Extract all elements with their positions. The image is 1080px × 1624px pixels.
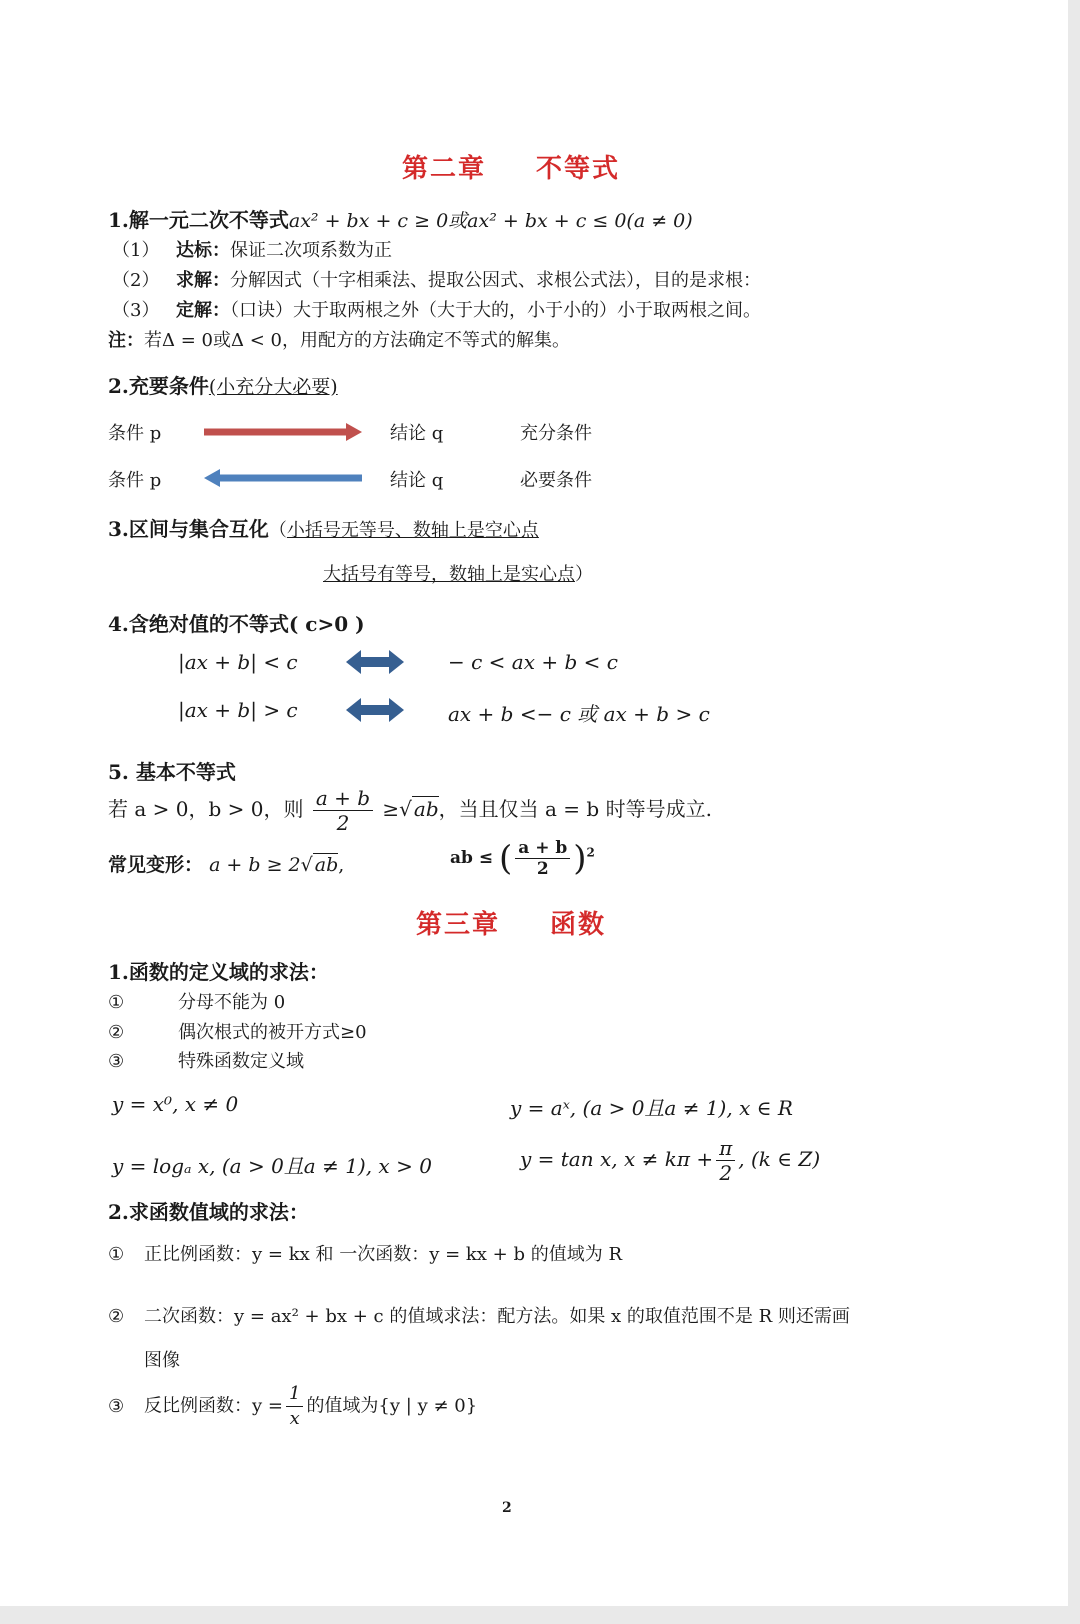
reciprocal-num: 1 — [286, 1382, 303, 1407]
double-arrow-icon — [346, 648, 404, 676]
s2-row2-condition: 条件 p — [108, 470, 162, 491]
c3s2-item-2-cont: 图像 — [144, 1350, 180, 1371]
s5-radicand: ab — [413, 797, 439, 821]
s1-item-1 — [112, 236, 392, 262]
c3s2-item-3-num: ③ — [108, 1395, 125, 1417]
s5-frac-den: 2 — [336, 811, 350, 835]
s5-title: 5. 基本不等式 — [108, 760, 236, 784]
c3s2-item-3-left: 反比例函数：y = — [144, 1395, 283, 1417]
s5-var2-den: 2 — [536, 859, 549, 879]
c3s1-item-1 — [108, 988, 285, 1014]
tan-frac-den: 2 — [719, 1161, 733, 1185]
s5-var2-exponent: 2 — [586, 845, 595, 860]
s1-item-3-label: 定解： — [176, 300, 230, 321]
s1-item-3 — [112, 296, 761, 322]
s4-row1-right: − c < ax + b < c — [448, 650, 618, 674]
domain-formula-tan — [520, 1136, 820, 1185]
s3-line2-text: 大括号有等号，数轴上是实心点 — [323, 564, 575, 585]
s1-item-3-num: （3） — [112, 300, 160, 321]
double-arrow-icon — [346, 696, 404, 724]
c3s1-item-2-num: ② — [108, 1022, 125, 1043]
c3s2-item-1-text: 正比例函数：y = kx 和 一次函数：y = kx + b 的值域为 R — [144, 1244, 622, 1265]
c3s2-item-2-text: 二次函数：y = ax² + bx + c 的值域求法：配方法。如果 x 的取值范围不是 R 则还需画 — [144, 1306, 850, 1327]
c3s1-item-2 — [108, 1018, 367, 1044]
c3s1-item-3-text: 特殊函数定义域 — [178, 1051, 304, 1072]
s2-title — [108, 370, 338, 399]
s5-var2-num: a + b — [515, 838, 570, 859]
s2-row2-conclusion: 结论 q — [390, 470, 444, 491]
s4-row2-right: ax + b <− c 或 ax + b > c — [448, 702, 710, 726]
tan-fraction — [716, 1136, 735, 1185]
s4-row2-left: |ax + b| > c — [178, 698, 298, 722]
c3s1-item-3 — [108, 1047, 304, 1073]
domain-formula-exponential: y = aˣ, (a > 0且a ≠ 1), x ∈ R — [510, 1096, 793, 1120]
c3s2-item-1-num: ① — [108, 1244, 125, 1265]
s3-open-paren: （ — [268, 520, 287, 541]
s5-var2-fraction — [515, 838, 570, 879]
s5-basic-inequality: 若 a > 0，b > 0，则 $\frac{a + b}{2}$ ≥√ ab，当且仅当 a = b 时等号成立. — [108, 786, 712, 835]
c3s2-item-3 — [108, 1382, 477, 1431]
s1-note-label: 注： — [108, 330, 144, 351]
c3s1-item-1-num: ① — [108, 992, 125, 1013]
s5-var1-comma: , — [338, 854, 345, 876]
s1-title-text: 1.解一元二次不等式 — [108, 208, 289, 232]
s5-fraction — [313, 786, 373, 835]
tan-right: , (k ∈ Z) — [738, 1147, 821, 1171]
chapter2-title-number: 第二章 — [402, 154, 487, 184]
c3s2-item-3-right: 的值域为{y | y ≠ 0} — [306, 1395, 478, 1417]
s1-formula: ax² + bx + c ≥ 0或ax² + bx + c ≤ 0(a ≠ 0) — [288, 210, 693, 232]
s1-item-1-text: 保证二次项系数为正 — [230, 240, 392, 261]
s3-title-text: 3.区间与集合互化 — [108, 517, 269, 541]
s3-line1: 小括号无等号、数轴上是空心点 — [286, 520, 539, 541]
s1-item-1-label: 达标： — [176, 240, 230, 261]
c3s1-title: 1.函数的定义域的求法： — [108, 960, 329, 984]
s5-var1-radicand: ab — [314, 854, 339, 876]
s1-item-2-num: （2） — [112, 270, 160, 291]
s2-title-text: 2.充要条件 — [108, 374, 209, 398]
s5-var-label: 常见变形： — [108, 854, 204, 876]
s4-title: 4.含绝对值的不等式( c>0 ) — [108, 612, 365, 636]
s5-geq: ≥ — [382, 797, 400, 821]
s5-tail: ，当且仅当 a = b 时等号成立. — [438, 797, 712, 821]
s5-var2-left: ab ≤ — [450, 848, 494, 868]
s1-item-2 — [112, 266, 761, 292]
s1-title — [108, 204, 693, 233]
s5-var2: ab ≤ ( $\frac{a + b}{2}$ )$^2$ — [450, 838, 595, 879]
s1-note-text: 若Δ = 0或Δ < 0，用配方的方法确定不等式的解集。 — [144, 330, 570, 351]
s2-hint: (小充分大必要) — [208, 376, 338, 398]
s1-note — [108, 326, 570, 352]
tan-left: y = tan x, x ≠ kπ + — [520, 1147, 714, 1171]
s5-frac-num: a + b — [313, 786, 373, 811]
s5-variations: 常见变形： a + b ≥ 2√ ab, — [108, 854, 345, 876]
reciprocal-fraction — [286, 1382, 303, 1431]
chapter3-title-number: 第三章 — [416, 910, 501, 940]
s2-row1-conclusion: 结论 q — [390, 423, 444, 444]
s1-item-2-text: 分解因式（十字相乘法、提取公因式、求根公式法），目的是求根： — [230, 270, 761, 291]
s3-line2 — [323, 560, 593, 586]
s5-var1-left: a + b ≥ 2 — [209, 854, 301, 876]
s5-condition: 若 a > 0，b > 0，则 — [108, 797, 304, 821]
s1-item-3-text: （口诀）大于取两根之外（大于大的，小于小的）小于取两根之间。 — [230, 300, 761, 321]
s1-item-1-num: （1） — [112, 240, 160, 261]
c3s2-item-2-num: ② — [108, 1306, 125, 1327]
c3s1-item-3-num: ③ — [108, 1051, 125, 1072]
s4-row1-left: |ax + b| < c — [178, 650, 298, 674]
c3s2-title: 2.求函数值域的求法： — [108, 1200, 309, 1224]
s1-item-2-label: 求解： — [176, 270, 230, 291]
s2-row1-kind: 充分条件 — [520, 423, 592, 444]
s3-close-paren: ） — [575, 564, 593, 585]
page-number: 2 — [502, 1500, 512, 1516]
left-arrow-icon — [202, 468, 364, 488]
c3s2-item-2 — [108, 1302, 850, 1328]
c3s1-item-2-text: 偶次根式的被开方式≥0 — [178, 1022, 367, 1043]
c3s1-item-1-text: 分母不能为 0 — [178, 992, 286, 1013]
s3-title — [108, 513, 539, 542]
domain-formula-power: y = x⁰, x ≠ 0 — [112, 1092, 239, 1116]
s2-row1-condition: 条件 p — [108, 423, 162, 444]
c3s2-item-1 — [108, 1240, 622, 1266]
domain-formula-log: y = logₐ x, (a > 0且a ≠ 1), x > 0 — [112, 1154, 432, 1178]
chapter3-title-name: 函数 — [550, 910, 607, 940]
right-arrow-icon — [202, 422, 364, 442]
chapter2-title-name: 不等式 — [536, 154, 621, 184]
tan-frac-num: π — [716, 1136, 735, 1161]
s2-row2-kind: 必要条件 — [520, 470, 592, 491]
reciprocal-den: x — [289, 1408, 300, 1429]
